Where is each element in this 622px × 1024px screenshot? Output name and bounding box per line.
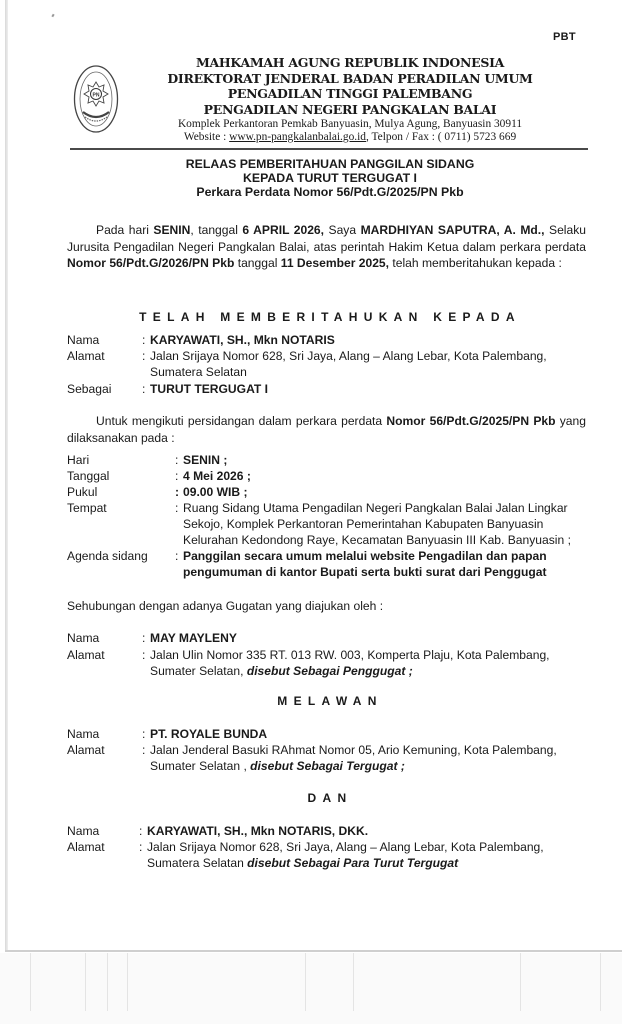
letterhead <box>150 55 550 143</box>
letterhead-line-2: DIREKTORAT JENDERAL BADAN PERADILAN UMUM <box>167 70 533 86</box>
underlying-page-strip <box>0 953 622 1024</box>
page-bottom-edge <box>5 950 622 952</box>
hearing-intro-paragraph: Untuk mengikuti persidangan dalam perkara perdata Nomor 56/Pdt.G/2025/PN Pkb yang dilaksanakan pada : <box>67 414 586 445</box>
website-link[interactable]: www.pn-pangkalanbalai.go.id <box>229 130 367 143</box>
document-title: RELAAS PEMBERITAHUAN PANGGILAN SIDANG <box>185 157 475 171</box>
letterhead-divider <box>70 148 588 150</box>
co-defendant-designation: disebut Sebagai Para Turut Tergugat <box>247 856 459 870</box>
document-subtitle: KEPADA TURUT TERGUGAT I <box>243 171 417 185</box>
section-notified-heading: TELAH MEMBERITAHUKAN KEPADA <box>139 310 521 324</box>
versus-heading: MELAWAN <box>277 694 383 708</box>
case-number-title: Perkara Perdata Nomor 56/Pdt.G/2025/PN Pkb <box>196 185 464 199</box>
svg-text:PN: PN <box>92 92 100 99</box>
corner-code: PBT <box>553 31 576 43</box>
scan-speck <box>51 14 54 18</box>
plaintiff-designation: disebut Sebagai Penggugat ; <box>246 664 413 678</box>
page-left-edge <box>5 0 8 952</box>
letterhead-contact: Website : www.pn-pangkalanbalai.go.id, Telpon / Fax : ( 0711) 5723 669 <box>183 130 517 143</box>
letterhead-line-3: PENGADILAN TINGGI PALEMBANG <box>227 86 473 102</box>
letterhead-address: Komplek Perkantoran Pemkab Banyuasin, Mulya Agung, Banyuasin 30911 <box>177 118 523 131</box>
intro-paragraph: Pada hari SENIN, tanggal 6 APRIL 2026, Saya MARDHIYAN SAPUTRA, A. Md., Selaku Jurusita Pengadilan Negeri Pangkalan Balai, atas perintah Hakim Ketua dalam perkara perdata Nomor 56/Pdt.G/2026/PN Pkb tanggal 11 Desember 2025, telah memberitahukan kepada : <box>67 223 586 271</box>
court-logo-icon <box>73 64 119 134</box>
defendant-designation: disebut Sebagai Tergugat ; <box>250 759 405 773</box>
letterhead-line-4: PENGADILAN NEGERI PANGKALAN BALAI <box>203 101 497 117</box>
and-heading: DAN <box>307 791 353 805</box>
letterhead-line-1: MAHKAMAH AGUNG REPUBLIK INDONESIA <box>195 55 505 70</box>
